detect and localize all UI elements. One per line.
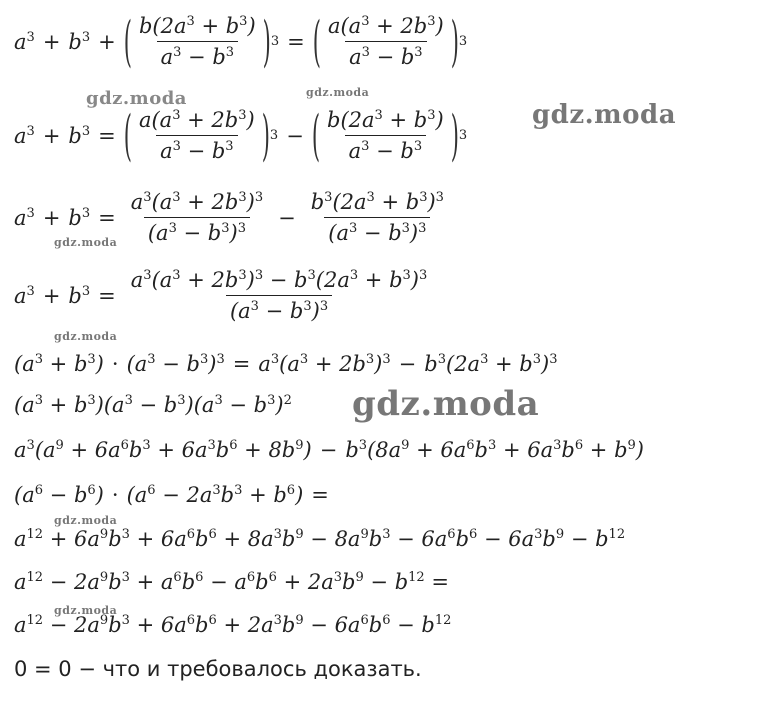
equation-line-3: $a^3$ + $b^3$ = $\frac{a^3(a^3 + 2b^3)^3}{(a^3 - b^3)^3}$ − $\frac{b^3(2a^3 + b^3)^3}{(a^3 - b^3)^3}$ <box>14 189 444 245</box>
watermark: gdz.moda <box>86 88 187 109</box>
conclusion-line: 0 = 0 − что и требовалось доказать. <box>14 657 422 681</box>
equation-line-7: $a^3(a^9 + 6a^6b^3 + 6a^3b^6 + 8b^9)$ − $b^3(8a^9 + 6a^6b^3 + 6a^3b^6 + b^9)$ <box>14 437 644 462</box>
watermark: gdz.moda <box>352 384 540 424</box>
watermark: gdz.moda <box>54 514 118 527</box>
watermark: gdz.moda <box>54 236 118 249</box>
equation-line-11: $a^{12} - 2a^9b^3 + 6a^6b^6 + 2a^3b^9 - 6a^6b^6 - b^{12}$ <box>14 612 452 637</box>
equation-line-5: $(a^3 + b^3)$ · $(a^3 - b^3)^3$ = $a^3(a^3 + 2b^3)^3$ − $b^3(2a^3 + b^3)^3$ <box>14 351 558 376</box>
equation-line-1: $a^3$ + $b^3$ + ( $\frac{b(2a^3 + b^3)}{a^3 - b^3}$ ) 3 = ( $\frac{a(a^3 + 2b^3)}{a^3 - b^3}$ ) 3 <box>14 10 468 73</box>
equation-line-6: $(a^3 + b^3)(a^3 - b^3)(a^3 - b^3)^2$ <box>14 392 292 417</box>
equation-line-9: $a^{12} + 6a^9b^3 + 6a^6b^6 + 8a^3b^9 - 8a^9b^3 - 6a^6b^6 - 6a^3b^9 - b^{12}$ <box>14 526 626 551</box>
equation-line-8: $(a^6 - b^6)$ · $(a^6 - 2a^3b^3 + b^6)$ = <box>14 482 329 507</box>
equation-line-4: $a^3$ + $b^3$ = $\frac{a^3(a^3 + 2b^3)^3 - b^3(2a^3 + b^3)^3}{(a^3 - b^3)^3}$ <box>14 267 428 323</box>
equation-line-2: $a^3$ + $b^3$ = ( $\frac{a(a^3 + 2b^3)}{a^3 - b^3}$ ) 3 − ( $\frac{b(2a^3 + b^3)}{a^3 - b^3}$ ) 3 <box>14 104 468 167</box>
watermark: gdz.moda <box>306 86 370 99</box>
watermark: gdz.moda <box>54 330 118 343</box>
watermark: gdz.moda <box>532 100 677 130</box>
watermark: gdz.moda <box>54 604 118 617</box>
equation-line-10: $a^{12} - 2a^9b^3 + a^6b^6 - a^6b^6 + 2a^3b^9 - b^{12}$ = <box>14 569 449 594</box>
